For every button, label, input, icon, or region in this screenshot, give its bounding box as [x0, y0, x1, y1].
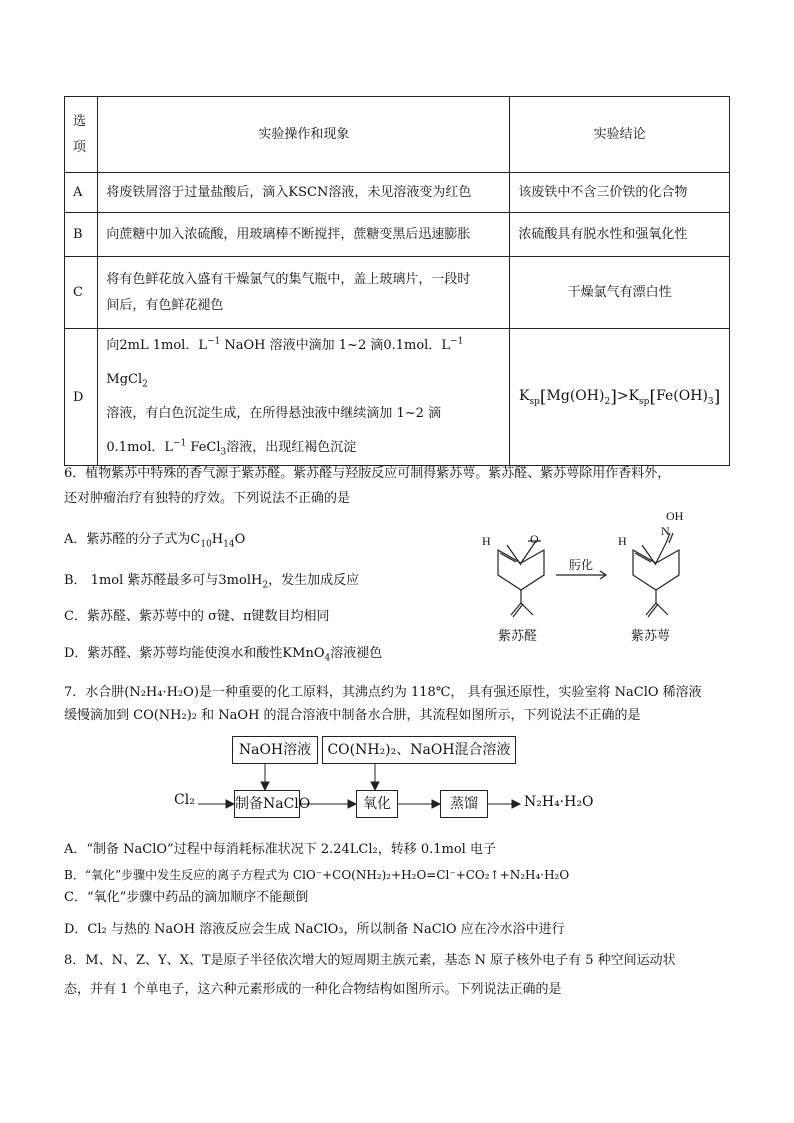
distillation-box: 蒸馏 [440, 790, 488, 818]
perillaldehyde-reaction-scheme [476, 505, 726, 655]
mixed-solution-box: CO(NH₂)₂、NaOH混合溶液 [322, 736, 516, 764]
arrow-label: 肟化 [569, 558, 594, 572]
row-a-conclusion: 该废铁中不含三价铁的化合物 [510, 173, 730, 213]
row-c-option: C [65, 257, 98, 329]
oxidation-box: 氧化 [356, 790, 398, 818]
row-c-operation-line1: 将有色鲜花放入盛有干燥氯气的集气瓶中，盖上玻璃片，一段时 [106, 271, 471, 287]
q7-option-b: B．“氧化”步骤中发生反应的离子方程式为 ClO⁻+CO(NH₂)₂+H₂O=Cl⁻+CO₂↑+N₂H₄·H₂O [64, 868, 570, 882]
q7-option-d: D．Cl₂ 与热的 NaOH 溶液反应会生成 NaClO₃，所以制备 NaClO 应在冷水浴中进行 [64, 922, 565, 937]
prep-naclo-box: 制备NaClO [234, 790, 300, 818]
row-d-conclusion: $K_{sp}[Mg(OH)_2]>K_{sp}[Fe(OH)_3]$ [510, 329, 730, 466]
header-option: 选项 [65, 97, 98, 173]
row-a-operation: 将废铁屑溶于过量盐酸后，滴入KSCN溶液，未见溶液变为红色 [98, 173, 510, 213]
q6-option-b: B． 1mol 紫苏醛最多可与3molH$_2$，发生加成反应 [64, 573, 360, 591]
q6-stem-line1: 6．植物紫苏中特殊的香气源于紫苏醛。紫苏醛与羟胺反应可制得紫苏萼。紫苏醛、紫苏萼除用作香料外， [64, 466, 671, 481]
row-d-option: D [65, 329, 98, 466]
right-n-atom: N [661, 524, 670, 538]
row-d-operation: 向2mL 1mol．$L^{-1}$ NaOH 溶液中滴加 1~2 滴0.1mol．$L^{-1}$ MgCl$_2$ 溶液，有白色沉淀生成，在所得悬浊液中继续滴加 1~2 滴 0.1mol．$L^{-1}$ FeCl$_3$溶液，出现红褐色沉淀 [98, 329, 510, 466]
experiment-table [64, 96, 730, 466]
q6-option-a: A．紫苏醛的分子式为$C_{10}H_{14}O$ [64, 532, 246, 550]
left-h-atom: H [482, 534, 491, 548]
q8-stem-line1: 8．M、N、Z、Y、X、T是原子半径依次增大的短周期主族元素，基态 N 原子核外电子有 5 种空间运动状 [64, 953, 676, 968]
right-oh-group: OH [666, 509, 684, 523]
row-c-operation-line2: 间后，有色鲜花褪色 [106, 297, 224, 313]
row-c-operation [98, 257, 510, 329]
q8-stem-line2: 态，并有 1 个单电子，这六种元素形成的一种化合物结构如图所示。下列说法正确的是 [64, 982, 562, 997]
header-conclusion: 实验结论 [510, 97, 730, 173]
q6-option-c: C．紫苏醛、紫苏萼中的 σ键、π键数目均相同 [64, 609, 330, 624]
q7-option-a: A．“制备 NaClO”过程中每消耗标准状况下 2.24LCl₂，转移 0.1mol 电子 [64, 842, 496, 857]
product-label: N₂H₄·H₂O [524, 794, 594, 810]
row-b-option: B [65, 213, 98, 257]
q6-stem-line2: 还对肿瘤治疗有独特的疗效。下列说法不正确的是 [64, 491, 351, 506]
left-compound-name: 紫苏醛 [498, 628, 538, 643]
q7-stem-line1: 7．水合肼(N₂H₄·H₂O)是一种重要的化工原料，其沸点约为 118℃， 具有强还原性，实验室将 NaClO 稀溶液 [64, 685, 702, 700]
row-a-option: A [65, 173, 98, 213]
hydrazine-flowchart [170, 734, 650, 822]
q7-stem-line2: 缓慢滴加到 CO(NH₂)₂ 和 NaOH 的混合溶液中制备水合肼，其流程如图所示，下列说法不正确的是 [64, 708, 641, 723]
cl2-input: Cl₂ [174, 792, 195, 808]
naoh-solution-box: NaOH溶液 [232, 736, 318, 764]
row-b-conclusion: 浓硫酸具有脱水性和强氧化性 [510, 213, 730, 257]
right-compound-name: 紫苏萼 [631, 628, 671, 643]
row-c-conclusion: 干燥氯气有漂白性 [510, 257, 730, 329]
q7-option-c: C．“氧化”步骤中药品的滴加顺序不能颠倒 [64, 890, 309, 905]
q6-option-d: D．紫苏醛、紫苏萼均能使溴水和酸性KMnO$_4$溶液褪色 [64, 646, 383, 664]
row-b-operation: 向蔗糖中加入浓硫酸，用玻璃棒不断搅拌，蔗糖变黑后迅速膨胀 [98, 213, 510, 257]
header-operation: 实验操作和现象 [98, 97, 510, 173]
left-o-atom: O [530, 532, 539, 546]
right-h-atom: H [618, 534, 627, 548]
